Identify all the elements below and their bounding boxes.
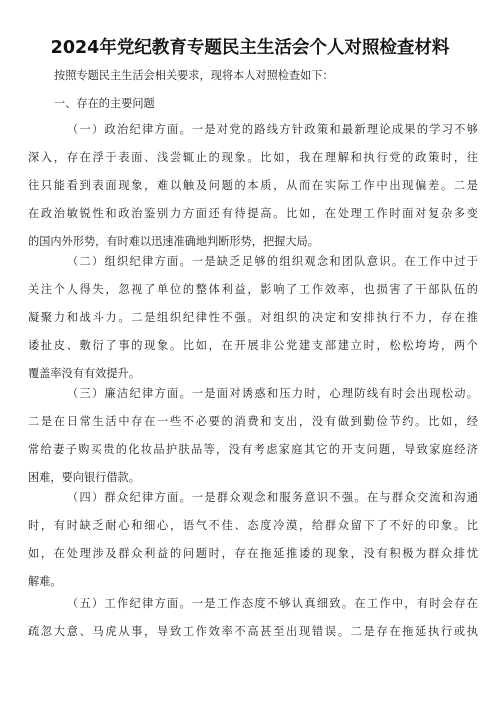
paragraph-mass-discipline — [28, 484, 478, 596]
paragraph-line: 凝聚力和战斗力。二是组织纪律性不强。对组织的决定和安排执行不力，存在推 — [28, 311, 478, 324]
paragraph-line: 常给妻子购买贵的化妆品护肤品等，没有考虑家庭其它的开支问题，导致家庭经济 — [28, 443, 478, 456]
paragraph-line: 二是在日常生活中存在一些不必要的消费和支出，没有做到勤俭节约。比如，经 — [28, 415, 478, 428]
paragraph-line: 覆盖率没有有效提升。 — [28, 367, 140, 380]
paragraph-line: 诿扯皮、敷衍了事的现象。比如，在开展非公党建支部建立时，松松垮垮，两个 — [28, 339, 478, 352]
document-title: 2024年党纪教育专题民主生活会个人对照检查材料 — [50, 38, 450, 58]
intro-text: 按照专题民主生活会相关要求，现将本人对照检查如下： — [54, 69, 334, 82]
paragraph-line: 在政治敏锐性和政治鉴别力方面还有待提高。比如，在处理工作时面对复杂多变 — [28, 207, 478, 220]
paragraph-line: （五）工作纪律方面。一是工作态度不够认真细致。在工作中，有时会存在 — [67, 597, 478, 610]
paragraph-line: 疏忽大意、马虎从事，导致工作效率不高甚至出现错误。二是存在拖延执行或执 — [28, 625, 478, 638]
paragraph-line: （二）组织纪律方面。一是缺乏足够的组织观念和团队意识。在工作中过于 — [67, 255, 478, 268]
paragraph-line: 关注个人得失，忽视了单位的整体利益，影响了工作效率，也损害了干部队伍的 — [28, 283, 478, 296]
section-heading: 一、存在的主要问题 — [54, 97, 155, 110]
paragraph-line: 如，在处理涉及群众利益的问题时，存在拖延推诿的现象，没有积极为群众排忧 — [28, 547, 478, 560]
paragraph-work-discipline — [28, 590, 478, 646]
paragraph-organizational-discipline — [28, 248, 478, 388]
paragraph-line: 深入，存在浮于表面、浅尝辄止的现象。比如，我在理解和执行党的政策时，往 — [28, 151, 478, 164]
paragraph-political-discipline — [28, 116, 478, 256]
paragraph-line: （三）廉洁纪律方面。一是面对诱惑和压力时，心理防线有时会出现松动。 — [67, 387, 478, 400]
paragraph-line: 时，有时缺乏耐心和细心，语气不佳、态度冷漠，给群众留下了不好的印象。比 — [28, 519, 478, 532]
paragraph-integrity-discipline — [28, 380, 478, 492]
paragraph-line: 往只能看到表面现象，难以触及问题的本质，从而在实际工作中出现偏差。二是 — [28, 179, 478, 192]
paragraph-line: 解难。 — [28, 575, 62, 588]
paragraph-line: （一）政治纪律方面。一是对党的路线方针政策和最新理论成果的学习不够 — [67, 123, 478, 136]
paragraph-line: 困难，要向银行借款。 — [28, 471, 140, 484]
paragraph-line: 的国内外形势，有时难以迅速准确地判断形势，把握大局。 — [28, 235, 319, 248]
paragraph-line: （四）群众纪律方面。一是群众观念和服务意识不强。在与群众交流和沟通 — [67, 491, 478, 504]
